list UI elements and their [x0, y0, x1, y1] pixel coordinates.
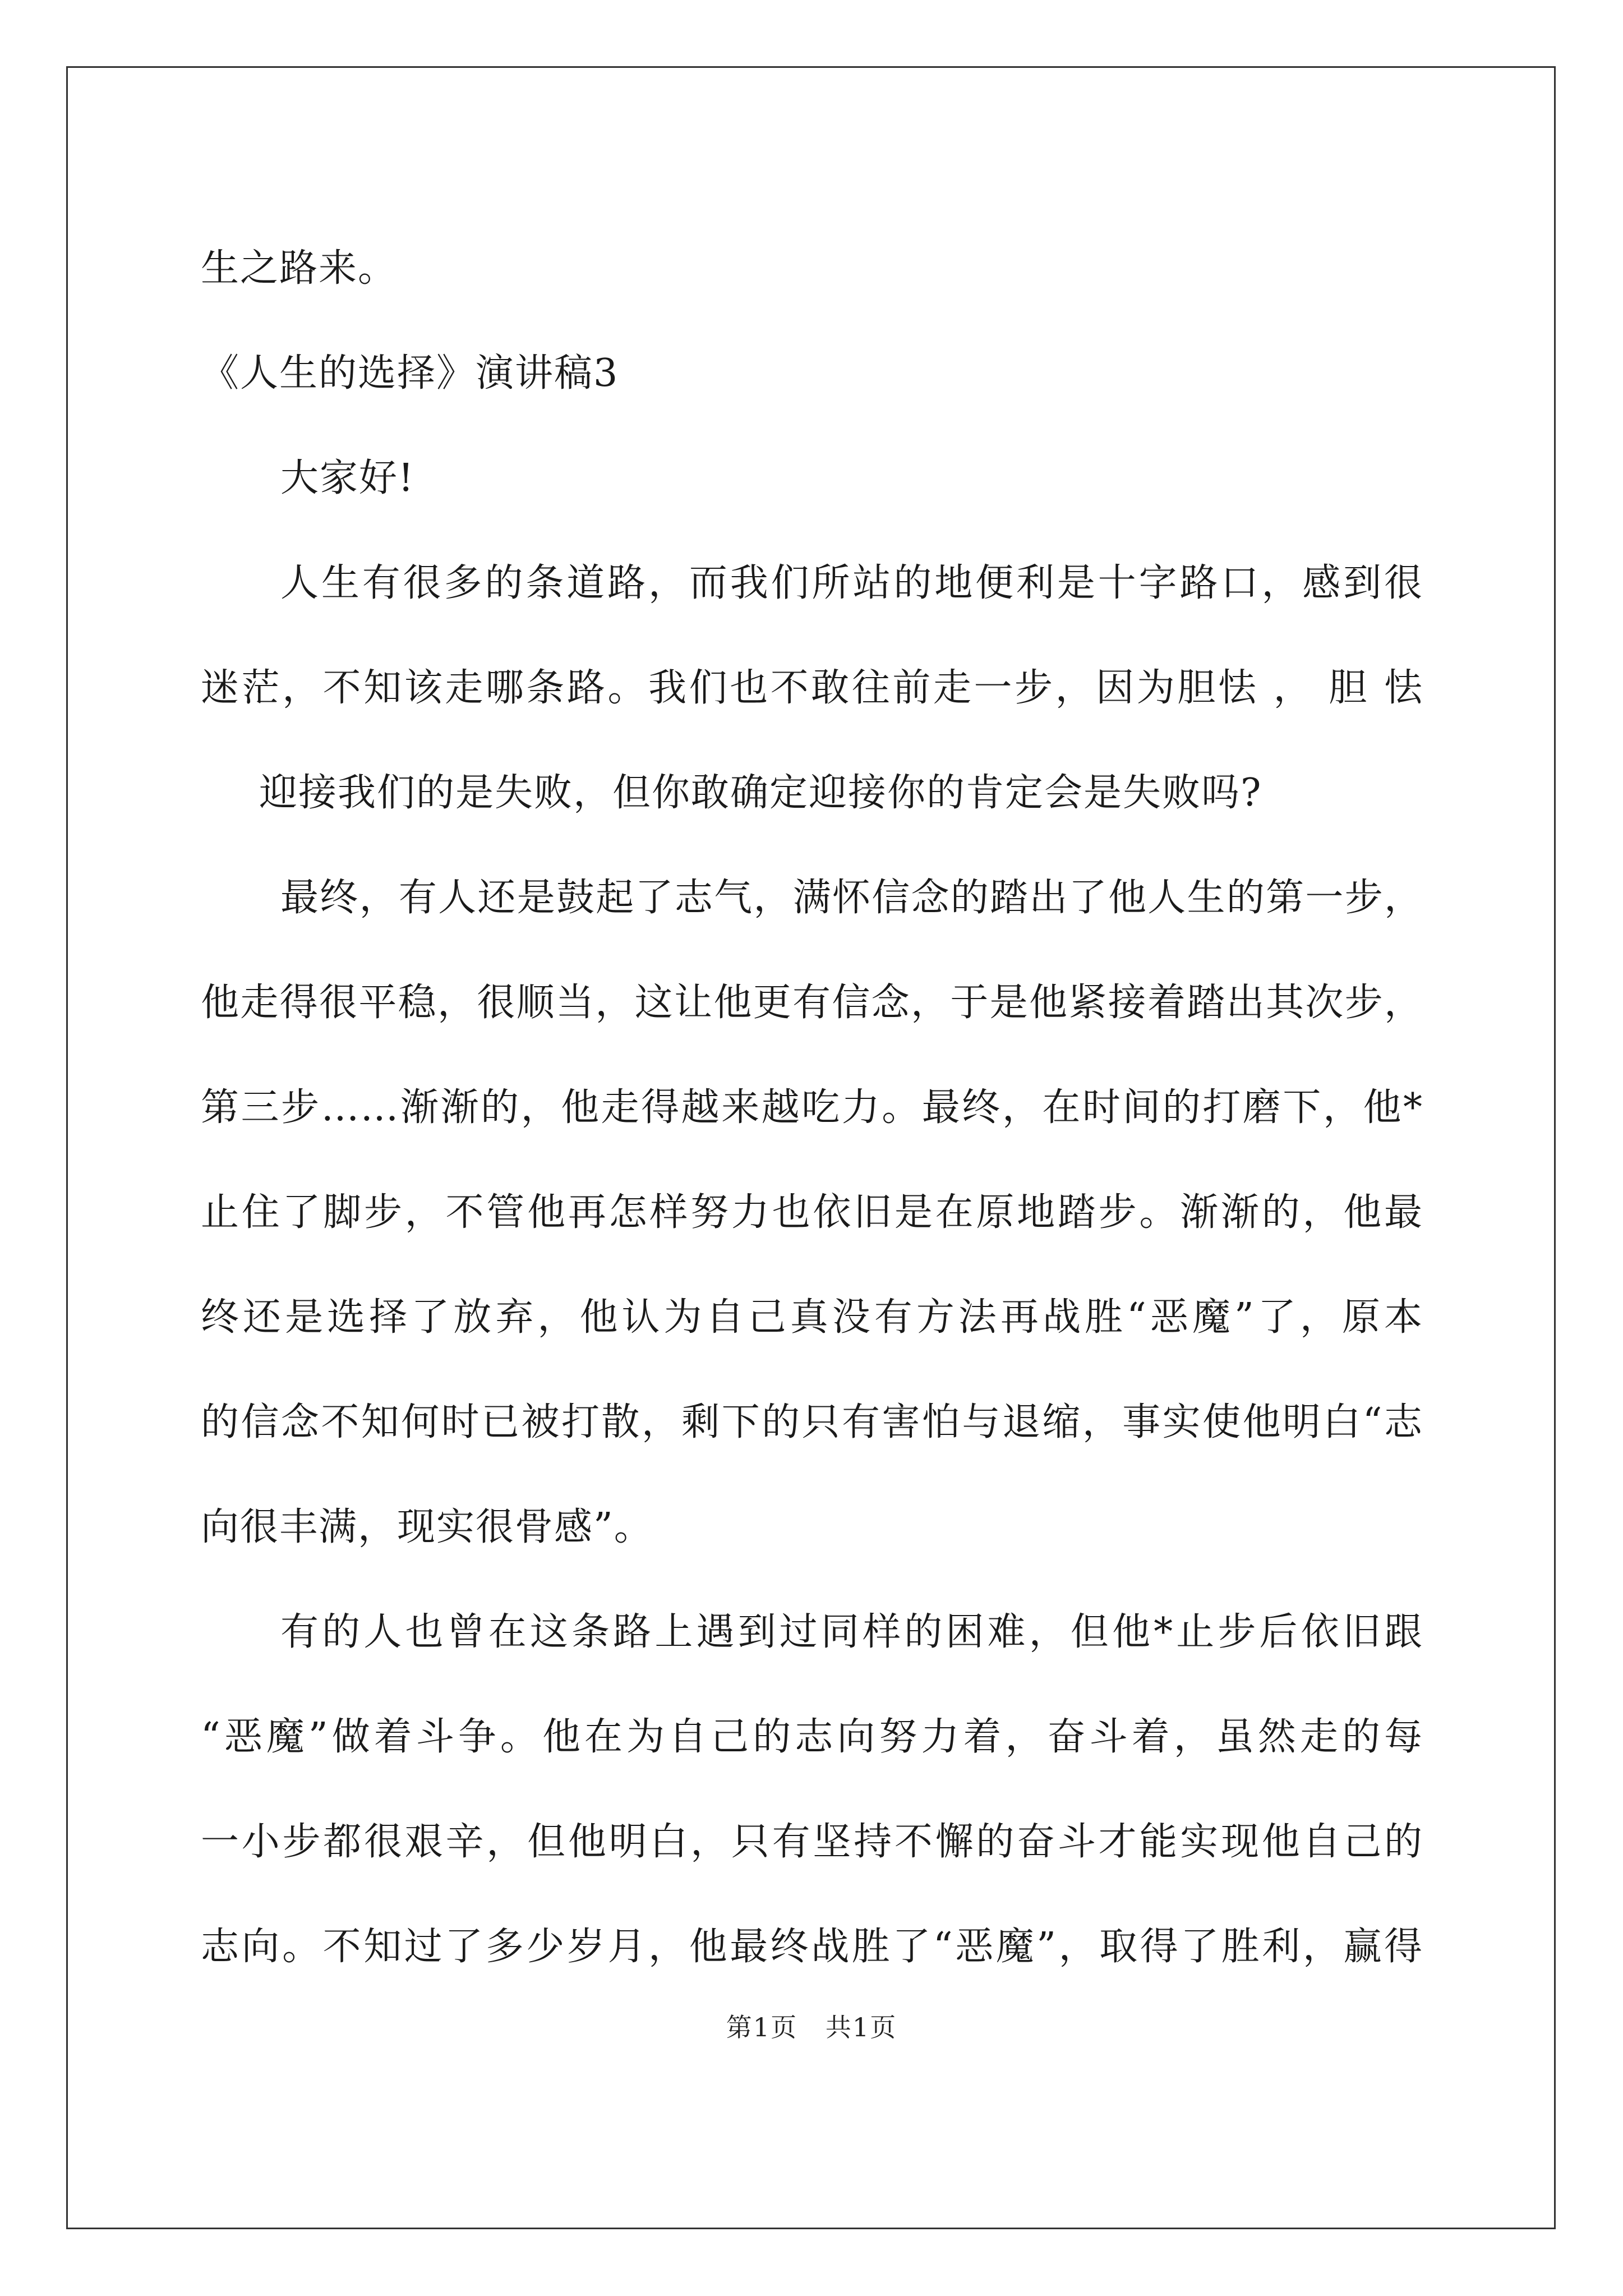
text-line: 一小步都很艰辛，但他明白，只有坚持不懈的奋斗才能实现他自己的 [201, 1820, 1423, 1864]
text-line: 生之路来。 [201, 246, 398, 291]
text-line: 终还是选择了放弃，他认为自己真没有方法再战胜“恶魔”了，原本 [201, 1295, 1423, 1340]
text-line: 迷茫，不知该走哪条路。我们也不敢往前走一步，因为胆怯 ， 胆 怯 [201, 666, 1423, 710]
text-line: 止住了脚步，不管他再怎样努力也依旧是在原地踏步。渐渐的，他最 [201, 1190, 1423, 1235]
document-body [201, 216, 1423, 1999]
text-line: 第三步……渐渐的，他走得越来越吃力。最终，在时间的打磨下，他* [201, 1085, 1423, 1130]
text-line: 向很丰满，现实很骨感”。 [201, 1505, 653, 1549]
text-line: 人生有很多的条道路，而我们所站的地便利是十字路口，感到很 [280, 561, 1423, 605]
text-line: “恶魔”做着斗争。他在为自己的志向努力着，奋斗着，虽然走的每 [201, 1715, 1423, 1759]
text-line: 的信念不知何时已被打散，剩下的只有害怕与退缩，事实使他明白“志 [201, 1400, 1423, 1444]
text-line: 迎接我们的是失败，但你敢确定迎接你的肯定会是失败吗? [259, 771, 1262, 815]
text-line: 最终，有人还是鼓起了志气，满怀信念的踏出了他人生的第一步， [280, 876, 1423, 920]
text-line: 有的人也曾在这条路上遇到过同样的困难，但他*止步后依旧跟 [280, 1610, 1423, 1654]
page-footer: 第1页 共1页 [726, 2012, 897, 2042]
text-line: 他走得很平稳，很顺当，这让他更有信念，于是他紧接着踏出其次步， [201, 981, 1423, 1025]
text-line: 志向。不知过了多少岁月，他最终战胜了“恶魔”，取得了胜利，赢得 [201, 1925, 1423, 1969]
section-heading: 《人生的选择》演讲稿3 [201, 351, 619, 395]
greeting: 大家好! [280, 456, 415, 500]
